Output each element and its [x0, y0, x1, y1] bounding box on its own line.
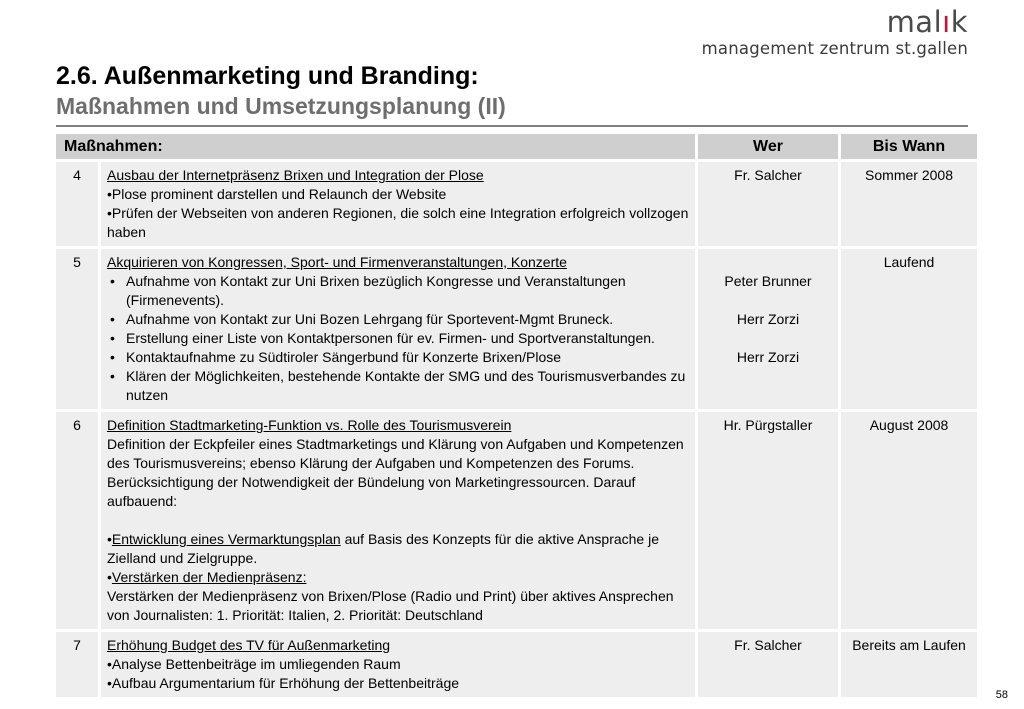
measure-item: •Entwicklung eines Vermarktungsplan auf Basis des Konzepts für die aktive Ansprache je Zielland und Zielgruppe. [107, 531, 659, 566]
logo-brand [702, 6, 968, 38]
measure-line: •Analyse Bettenbeiträge im umliegenden Raum [107, 656, 401, 672]
table-header-row [56, 134, 977, 159]
header-wer: Wer [698, 134, 838, 159]
responsible-cell: Fr. Salcher [698, 632, 838, 697]
measure-bullet: • Erstellung einer Liste von Kontaktpersonen für ev. Firmen- und Sportveranstaltungen. [107, 329, 689, 348]
responsible-cell: Fr. Salcher [698, 162, 838, 246]
measure-cell [101, 632, 695, 697]
measure-line: •Prüfen der Webseiten von anderen Regionen, die solch eine Integration erfolgreich vollzogen haben [107, 205, 689, 240]
responsible-name: Peter Brunner [724, 273, 812, 289]
slide-title: 2.6. Außenmarketing und Branding: [56, 62, 479, 90]
logo-subtitle: management zentrum st.gallen [701, 39, 968, 58]
row-number: 6 [56, 412, 98, 629]
deadline-cell: Laufend [841, 249, 977, 409]
measure-heading: Erhöhung Budget des TV für Außenmarketing [107, 637, 391, 653]
responsible-cell [698, 249, 838, 409]
title-divider [56, 125, 968, 127]
table-row [56, 632, 977, 697]
table-row [56, 249, 977, 409]
measure-heading: Akquirieren von Kongressen, Sport- und Firmenveranstaltungen, Konzerte [107, 254, 567, 270]
table-row [56, 412, 977, 629]
row-number: 7 [56, 632, 98, 697]
measure-item-text: Verstärken der Medienpräsenz von Brixen/Plose (Radio und Print) über aktives Ansprechen von Journalisten: 1. Priorität: Italien, 2. Priorität: Deutschland [107, 588, 674, 623]
logo-brand-post: k [950, 5, 968, 39]
measure-line: •Plose prominent darstellen und Relaunch der Website [107, 186, 447, 202]
measure-line: •Aufbau Argumentarium für Erhöhung der Bettenbeiträge [107, 675, 460, 691]
deadline-cell: August 2008 [841, 412, 977, 629]
measure-paragraph: Definition der Eckpfeiler eines Stadtmarketings und Klärung von Aufgaben und Kompetenzen des Tourismusvereins; ebenso Klärung der Aufgaben und Kompetenzen des Forums. Berücksichtigung der Notwendigkeit der Bündelung von Marketingressourcen. Darauf aufbauend: [107, 436, 684, 509]
measure-bullet: • Aufnahme von Kontakt zur Uni Bozen Lehrgang für Sportevent-Mgmt Bruneck. [107, 310, 689, 329]
measure-cell [101, 249, 695, 409]
malik-logo [702, 6, 968, 58]
measure-item-link: Entwicklung eines Vermarktungsplan [111, 531, 341, 547]
measure-bullets [107, 272, 689, 405]
responsible-name: Herr Zorzi [736, 311, 800, 327]
measure-cell [101, 162, 695, 246]
header-massnahmen: Maßnahmen: [56, 134, 695, 159]
deadline-cell: Sommer 2008 [841, 162, 977, 246]
measure-bullet: • Kontaktaufnahme zu Südtiroler Sängerbund für Konzerte Brixen/Plose [107, 348, 689, 367]
responsible-cell: Hr. Pürgstaller [698, 412, 838, 629]
slide-subtitle: Maßnahmen und Umsetzungsplanung (II) [56, 93, 506, 119]
measure-heading: Definition Stadtmarketing-Funktion vs. Rolle des Tourismusverein [107, 417, 512, 433]
measure-item-text: auf Basis des Konzepts für die aktive Ansprache je Zielland und Zielgruppe. [107, 531, 659, 566]
table-row [56, 162, 977, 246]
header-bis-wann: Bis Wann [841, 134, 977, 159]
measure-bullet: • Klären der Möglichkeiten, bestehende Kontakte der SMG und des Tourismusverbandes zu nutzen [107, 367, 689, 405]
spacer [107, 511, 689, 530]
row-number: 4 [56, 162, 98, 246]
page-number: 58 [995, 689, 1008, 701]
measures-table [53, 131, 980, 700]
measure-heading: Ausbau der Internetpräsenz Brixen und Integration der Plose [107, 167, 484, 183]
logo-brand-accent: ı [942, 5, 951, 39]
measure-bullet: • Aufnahme von Kontakt zur Uni Brixen bezüglich Kongresse und Veranstaltungen (Firmenevents). [107, 272, 689, 310]
measure-item-link: Verstärken der Medienpräsenz: [111, 569, 307, 585]
responsible-name: Herr Zorzi [736, 349, 800, 365]
row-number: 5 [56, 249, 98, 409]
logo-brand-pre: mal [886, 5, 943, 39]
deadline-cell: Bereits am Laufen [841, 632, 977, 697]
measure-item: •Verstärken der Medienpräsenz: [107, 569, 307, 585]
measure-cell [101, 412, 695, 629]
